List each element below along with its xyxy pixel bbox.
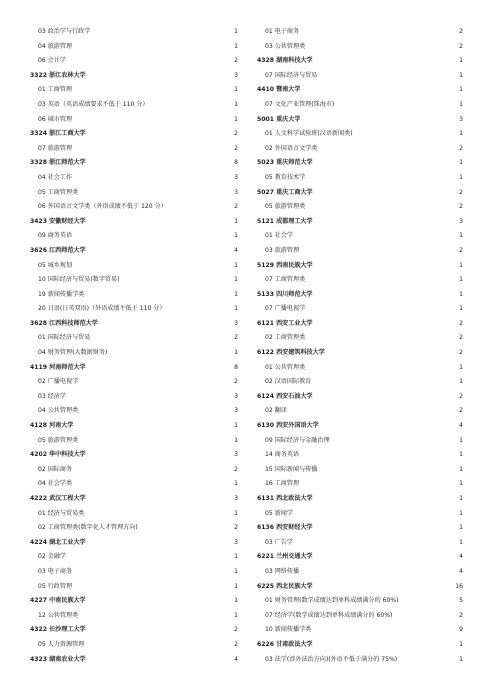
plan-count: 3 (234, 407, 238, 415)
major-name: 16 工商管理 (265, 480, 300, 488)
plan-count: 1 (459, 465, 463, 473)
plan-count: 1 (459, 480, 463, 488)
plan-count: 3 (234, 495, 238, 502)
plan-count: 2 (459, 28, 463, 35)
school-row (30, 317, 238, 332)
major-row (257, 69, 463, 84)
plan-count: 1 (234, 86, 238, 94)
major-row (30, 580, 238, 595)
school-name: 6122 西安建筑科技大学 (257, 349, 325, 357)
school-name: 6131 西北政法大学 (257, 495, 313, 502)
plan-count: 2 (234, 640, 238, 648)
plan-count: 2 (234, 465, 238, 473)
major-name: 02 汉语国际教育 (265, 378, 312, 386)
plan-count: 1 (234, 100, 238, 108)
major-row (30, 40, 238, 55)
major-row (257, 565, 463, 580)
plan-count: 3 (459, 115, 463, 123)
school-name: 4202 华中科技大学 (30, 451, 86, 459)
plan-count: 3 (459, 217, 463, 225)
major-row (257, 302, 463, 317)
major-name: 01 经济与贸易类 (38, 509, 85, 517)
plan-count: 4 (459, 553, 463, 561)
major-row (30, 390, 238, 405)
major-name: 06 城市管理 (38, 115, 73, 123)
school-name: 6225 西北民族大学 (257, 582, 313, 590)
plan-count: 3 (234, 392, 238, 400)
major-name: 02 金融学 (38, 553, 66, 561)
plan-count: 1 (459, 436, 463, 444)
plan-count: 1 (234, 305, 238, 313)
major-name: 07 文化产业管理(珠海市) (265, 100, 335, 108)
major-name: 03 法学(涉外法治方向)(外语不低于满分的 75%) (265, 655, 398, 663)
major-name: 02 工商管理类 (265, 334, 306, 342)
plan-count: 1 (234, 232, 238, 240)
major-row (257, 127, 463, 142)
major-row (257, 142, 463, 157)
school-name: 6124 西安石油大学 (257, 392, 313, 400)
major-row (30, 186, 238, 201)
plan-count: 2 (234, 130, 238, 138)
major-name: 01 财务管理(数学成绩达到单科成绩满分的 60%) (265, 597, 399, 605)
plan-count: 8 (234, 363, 238, 371)
plan-count: 1 (459, 378, 463, 386)
major-row (257, 404, 463, 419)
school-row (257, 580, 463, 595)
school-row (30, 594, 238, 609)
plan-count: 2 (459, 611, 463, 619)
school-row (30, 156, 238, 171)
plan-count: 4 (234, 655, 238, 663)
plan-count: 1 (234, 553, 238, 561)
school-name: 4227 中南民族大学 (30, 597, 86, 605)
plan-count: 2 (459, 203, 463, 211)
major-row (30, 273, 238, 288)
plan-count: 1 (234, 597, 238, 605)
plan-count: 1 (234, 436, 238, 444)
plan-count: 2 (234, 203, 238, 211)
major-name: 07 国际经济与贸易 (265, 71, 318, 79)
school-row (257, 288, 463, 303)
plan-count: 1 (234, 582, 238, 590)
plan-count: 3 (234, 319, 238, 327)
plan-count: 1 (234, 115, 238, 123)
school-row (257, 492, 463, 507)
plan-count: 2 (459, 407, 463, 415)
major-row (257, 25, 463, 40)
school-name: 5121 成都理工大学 (257, 217, 313, 225)
major-row (257, 171, 463, 186)
school-name: 4322 长沙理工大学 (30, 626, 86, 634)
major-row (30, 229, 238, 244)
major-name: 07 旅游管理 (38, 144, 73, 152)
school-name: 4222 武汉工程大学 (30, 495, 86, 502)
school-row (257, 54, 463, 69)
school-row (30, 127, 238, 142)
major-name: 02 广播电视学 (38, 378, 79, 386)
plan-count: 3 (234, 451, 238, 459)
plan-count: 3 (234, 188, 238, 196)
plan-count: 1 (234, 42, 238, 50)
major-row (257, 536, 463, 551)
major-row (30, 507, 238, 522)
major-row (30, 142, 238, 157)
plan-count: 1 (234, 349, 238, 357)
major-row (30, 288, 238, 303)
major-row (257, 434, 463, 449)
plan-count: 2 (459, 334, 463, 342)
school-name: 3328 浙江师范大学 (30, 159, 86, 167)
major-name: 01 社会学 (265, 232, 293, 240)
plan-count: 1 (459, 100, 463, 108)
school-row (257, 186, 463, 201)
school-row (30, 623, 238, 638)
school-name: 4119 河南师范大学 (30, 363, 86, 371)
major-name: 09 国际经济与金融治理 (265, 436, 330, 444)
major-name: 02 翻译 (265, 407, 287, 415)
plan-count: 1 (459, 290, 463, 298)
school-row (257, 215, 463, 230)
major-name: 01 电子商务 (265, 28, 300, 35)
plan-count: 4 (459, 422, 463, 430)
major-row (257, 98, 463, 113)
major-name: 12 公共管理类 (38, 611, 79, 619)
major-name: 05 新闻学 (265, 509, 293, 517)
school-row (30, 215, 238, 230)
plan-count: 1 (459, 232, 463, 240)
major-row (257, 40, 463, 55)
major-row (257, 463, 463, 478)
school-name: 3626 江西师范大学 (30, 246, 86, 254)
major-row (257, 448, 463, 463)
plan-count: 1 (234, 509, 238, 517)
plan-count: 16 (455, 582, 463, 590)
plan-count: 3 (234, 538, 238, 546)
plan-count: 2 (459, 42, 463, 50)
plan-count: 2 (234, 57, 238, 65)
school-name: 3324 浙江工商大学 (30, 130, 86, 138)
major-row (30, 302, 238, 317)
major-row (30, 346, 238, 361)
major-row (257, 244, 463, 259)
plan-count: 1 (459, 640, 463, 648)
plan-count: 4 (459, 567, 463, 575)
school-name: 5027 重庆工商大学 (257, 188, 313, 196)
plan-count: 2 (459, 349, 463, 357)
major-name: 06 外国语言文学类（外语成绩不低于 120 分） (38, 203, 167, 211)
major-name: 05 旅游管理类 (38, 436, 79, 444)
major-name: 03 旅游管理 (265, 246, 300, 254)
school-row (257, 317, 463, 332)
major-row (257, 609, 463, 624)
school-name: 4410 暨南大学 (257, 86, 301, 94)
school-name: 3322 浙江农林大学 (30, 71, 86, 79)
plan-count: 1 (459, 159, 463, 167)
plan-count: 1 (459, 509, 463, 517)
plan-count: 2 (459, 188, 463, 196)
major-row (30, 609, 238, 624)
school-name: 5023 重庆师范大学 (257, 159, 313, 167)
school-name: 4128 河南大学 (30, 422, 74, 430)
major-row (257, 375, 463, 390)
major-row (257, 653, 463, 668)
major-name: 02 国际商务 (38, 465, 73, 473)
school-row (30, 536, 238, 551)
plan-count: 1 (234, 611, 238, 619)
major-name: 14 商务英语 (265, 451, 300, 459)
plan-count: 1 (459, 86, 463, 94)
school-name: 4224 湖北工业大学 (30, 538, 86, 546)
school-row (257, 113, 463, 128)
school-row (30, 419, 238, 434)
school-name: 5129 西南民族大学 (257, 261, 313, 269)
major-name: 02 工商管理类(数字化人才管理方向) (38, 524, 138, 532)
plan-count: 5 (459, 597, 463, 605)
major-row (30, 171, 238, 186)
school-name: 5001 重庆大学 (257, 115, 301, 123)
school-name: 6221 兰州交通大学 (257, 553, 313, 561)
major-row (30, 54, 238, 69)
major-row (257, 229, 463, 244)
plan-count: 1 (459, 71, 463, 79)
school-row (30, 361, 238, 376)
plan-count: 2 (234, 334, 238, 342)
major-row (257, 623, 463, 638)
plan-count: 1 (459, 57, 463, 65)
major-name: 20 日语(日英双语)（外语成绩不低于 110 分） (38, 305, 166, 313)
plan-count: 1 (459, 451, 463, 459)
major-name: 07 经济学(数学成绩达到单科成绩满分的 60%) (265, 611, 393, 619)
plan-count: 1 (459, 305, 463, 313)
major-name: 04 旅游管理 (38, 42, 73, 50)
major-row (257, 361, 463, 376)
major-name: 01 公共管理类 (265, 363, 306, 371)
major-name: 03 经济学 (38, 392, 66, 400)
plan-count: 1 (459, 363, 463, 371)
major-row (30, 25, 238, 40)
plan-count: 1 (459, 276, 463, 284)
left-column (30, 25, 238, 667)
major-row (30, 83, 238, 98)
plan-count: 1 (234, 217, 238, 225)
major-row (30, 113, 238, 128)
major-name: 03 电子商务 (38, 567, 73, 575)
plan-count: 2 (234, 378, 238, 386)
major-row (257, 273, 463, 288)
plan-count: 1 (459, 524, 463, 532)
plan-count: 1 (459, 538, 463, 546)
plan-count: 1 (459, 130, 463, 138)
plan-count: 1 (234, 28, 238, 35)
major-name: 09 商务英语 (38, 232, 73, 240)
major-row (30, 463, 238, 478)
major-name: 04 财务管理(大数据财务) (38, 349, 108, 357)
major-name: 15 国际新闻与传播 (265, 465, 318, 473)
school-row (30, 653, 238, 668)
school-name: 4328 湖南科技大学 (257, 57, 313, 65)
major-name: 05 教育技术学 (265, 173, 306, 181)
school-row (30, 448, 238, 463)
plan-count: 2 (459, 319, 463, 327)
school-name: 3423 安徽财经大学 (30, 217, 86, 225)
school-row (257, 156, 463, 171)
plan-count: 1 (459, 173, 463, 181)
school-name: 6121 西安工业大学 (257, 319, 313, 327)
plan-count: 1 (234, 480, 238, 488)
major-row (30, 550, 238, 565)
school-row (30, 492, 238, 507)
major-name: 03 公共管理类 (265, 42, 306, 50)
major-name: 06 会计学 (38, 57, 66, 65)
plan-count: 2 (234, 524, 238, 532)
school-name: 6226 甘肃政法大学 (257, 640, 313, 648)
major-row (257, 507, 463, 522)
school-name: 6136 西安财经大学 (257, 524, 313, 532)
major-row (30, 638, 238, 653)
school-row (257, 390, 463, 405)
major-name: 05 人力资源管理 (38, 640, 85, 648)
major-name: 04 社会学类 (38, 480, 73, 488)
plan-count: 2 (459, 144, 463, 152)
plan-count: 2 (459, 392, 463, 400)
major-row (30, 259, 238, 274)
major-name: 05 城乡规划 (38, 261, 73, 269)
school-row (257, 83, 463, 98)
major-row (257, 200, 463, 215)
plan-count: 1 (234, 422, 238, 430)
major-name: 04 社会工作 (38, 173, 73, 181)
plan-count: 1 (459, 655, 463, 663)
major-row (30, 521, 238, 536)
major-row (30, 98, 238, 113)
major-name: 04 公共管理类 (38, 407, 79, 415)
major-row (257, 594, 463, 609)
school-row (257, 638, 463, 653)
school-row (257, 419, 463, 434)
major-name: 19 新闻传播学类 (38, 290, 85, 298)
major-name: 07 工商管理类 (265, 276, 306, 284)
major-row (30, 477, 238, 492)
major-name: 05 工商管理类 (38, 188, 79, 196)
plan-count: 1 (234, 290, 238, 298)
school-row (30, 69, 238, 84)
plan-count: 1 (234, 261, 238, 269)
major-name: 03 网络传播 (265, 567, 300, 575)
major-row (30, 200, 238, 215)
major-row (30, 404, 238, 419)
school-row (257, 346, 463, 361)
plan-count: 3 (234, 173, 238, 181)
plan-count: 8 (234, 159, 238, 167)
major-row (30, 331, 238, 346)
major-name: 01 人文科学试验班(汉语新闻类) (265, 130, 353, 138)
plan-count: 1 (459, 495, 463, 502)
plan-count: 4 (234, 246, 238, 254)
plan-count: 1 (234, 276, 238, 284)
school-name: 6130 西安外国语大学 (257, 422, 319, 430)
major-name: 10 国际经济与贸易(数字贸易) (38, 276, 120, 284)
major-row (30, 434, 238, 449)
major-row (30, 375, 238, 390)
major-name: 02 外国语言文学类 (265, 144, 318, 152)
major-name: 10 新闻传播学类 (265, 626, 312, 634)
school-row (257, 259, 463, 274)
major-name: 01 国际经济与贸易 (38, 334, 91, 342)
plan-count: 9 (459, 626, 463, 634)
major-name: 05 行政管理 (38, 582, 73, 590)
major-name: 01 工商管理 (38, 86, 73, 94)
plan-count: 2 (234, 144, 238, 152)
major-name: 05 旅游管理类 (265, 203, 306, 211)
major-name: 07 广播电视学 (265, 305, 306, 313)
school-row (257, 521, 463, 536)
school-name: 3628 江西科技师范大学 (30, 319, 98, 327)
school-row (257, 550, 463, 565)
major-name: 03 政治学与行政学 (38, 28, 91, 35)
plan-count: 2 (459, 246, 463, 254)
major-row (257, 477, 463, 492)
major-name: 03 英语（英语成绩要求不低于 110 分） (38, 100, 149, 108)
school-name: 4323 湖南农业大学 (30, 655, 86, 663)
plan-count: 3 (234, 71, 238, 79)
plan-count: 1 (234, 567, 238, 575)
plan-count: 1 (459, 261, 463, 269)
major-row (257, 331, 463, 346)
right-column (257, 25, 463, 667)
plan-count: 2 (234, 626, 238, 634)
major-name: 03 广告学 (265, 538, 293, 546)
major-row (30, 565, 238, 580)
school-name: 5133 四川师范大学 (257, 290, 313, 298)
school-row (30, 244, 238, 259)
